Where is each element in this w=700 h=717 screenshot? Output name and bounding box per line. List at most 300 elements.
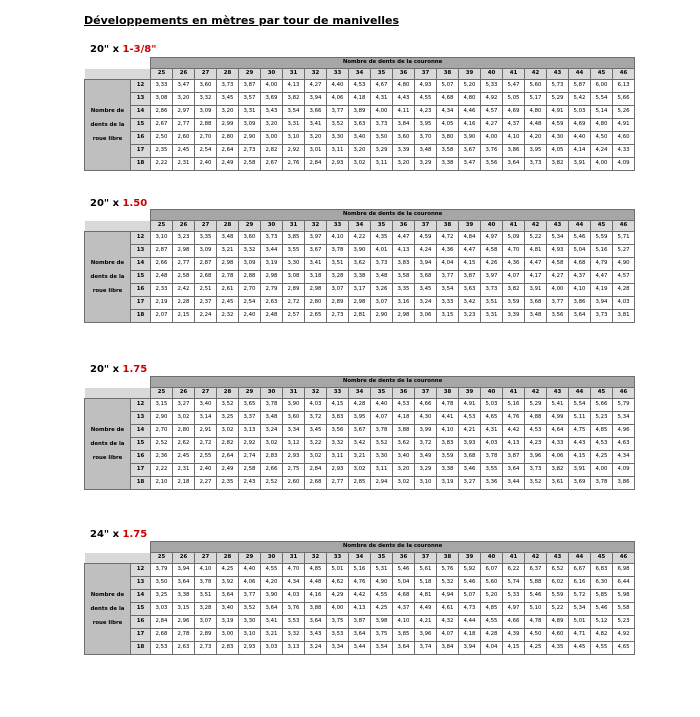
development-value: 3,20 xyxy=(173,93,195,106)
free-wheel-teeth: 17 xyxy=(131,297,151,310)
free-wheel-label xyxy=(85,232,131,323)
development-value: 4,05 xyxy=(547,145,569,158)
development-value: 3,13 xyxy=(239,425,261,438)
development-value: 2,97 xyxy=(173,106,195,119)
development-value: 2,76 xyxy=(283,158,305,171)
development-value: 6,07 xyxy=(481,564,503,577)
development-value: 2,74 xyxy=(239,451,261,464)
development-value: 4,27 xyxy=(547,271,569,284)
development-value: 5,07 xyxy=(459,590,481,603)
section-title-width: 1.50 xyxy=(122,198,148,209)
crown-header-row xyxy=(85,377,635,388)
development-value: 4,03 xyxy=(481,438,503,451)
crown-teeth-count: 29 xyxy=(239,221,261,232)
development-value: 3,48 xyxy=(371,271,393,284)
free-wheel-teeth: 12 xyxy=(131,232,151,245)
development-value: 5,66 xyxy=(591,399,613,412)
development-value: 2,78 xyxy=(217,271,239,284)
development-value: 2,93 xyxy=(283,451,305,464)
development-value: 2,63 xyxy=(173,642,195,655)
development-value: 4,45 xyxy=(569,642,591,655)
development-value: 3,30 xyxy=(371,451,393,464)
development-value: 4,13 xyxy=(283,80,305,93)
development-value: 3,88 xyxy=(305,603,327,616)
development-value: 4,18 xyxy=(459,629,481,642)
development-value: 3,41 xyxy=(305,119,327,132)
crown-teeth-count: 35 xyxy=(371,221,393,232)
free-wheel-label xyxy=(85,564,131,655)
development-value: 3,07 xyxy=(371,297,393,310)
development-value: 2,70 xyxy=(195,132,217,145)
development-value: 2,55 xyxy=(195,451,217,464)
development-value: 3,02 xyxy=(349,464,371,477)
development-value: 4,26 xyxy=(481,258,503,271)
development-value: 3,09 xyxy=(239,119,261,132)
development-value: 4,62 xyxy=(327,577,349,590)
development-value: 3,44 xyxy=(261,245,283,258)
development-value: 3,79 xyxy=(151,564,173,577)
free-wheel-teeth: 13 xyxy=(131,245,151,258)
free-wheel-teeth: 16 xyxy=(131,284,151,297)
table-row xyxy=(85,629,635,642)
development-value: 2,87 xyxy=(195,258,217,271)
development-value: 3,11 xyxy=(371,464,393,477)
development-value: 2,19 xyxy=(151,297,173,310)
crown-teeth-header: Nombre de dents de la couronne xyxy=(151,377,635,388)
development-value: 5,16 xyxy=(503,399,525,412)
development-value: 3,83 xyxy=(393,258,415,271)
crown-header-row xyxy=(85,210,635,221)
free-wheel-teeth: 14 xyxy=(131,425,151,438)
development-value: 4,04 xyxy=(437,258,459,271)
section-title-width: 1.75 xyxy=(122,364,148,375)
development-value: 3,85 xyxy=(283,232,305,245)
development-value: 4,10 xyxy=(327,232,349,245)
development-value: 4,69 xyxy=(503,106,525,119)
development-value: 5,04 xyxy=(569,245,591,258)
development-value: 2,32 xyxy=(217,310,239,323)
development-value: 4,32 xyxy=(437,616,459,629)
development-value: 5,29 xyxy=(547,93,569,106)
crown-teeth-count: 35 xyxy=(371,69,393,80)
development-value: 2,31 xyxy=(173,464,195,477)
development-value: 2,98 xyxy=(261,271,283,284)
development-value: 4,19 xyxy=(591,284,613,297)
development-value: 5,66 xyxy=(613,93,635,106)
development-value: 2,10 xyxy=(151,477,173,490)
development-value: 4,04 xyxy=(481,642,503,655)
table-row xyxy=(85,93,635,106)
development-value: 3,58 xyxy=(437,145,459,158)
development-value: 3,42 xyxy=(349,438,371,451)
development-value: 3,32 xyxy=(239,245,261,258)
development-value: 2,48 xyxy=(261,310,283,323)
development-value: 4,76 xyxy=(349,577,371,590)
development-value: 2,73 xyxy=(195,642,217,655)
development-value: 2,64 xyxy=(217,451,239,464)
development-value: 3,89 xyxy=(349,106,371,119)
development-value: 3,82 xyxy=(547,464,569,477)
free-wheel-label-line: Nombre de xyxy=(90,426,125,433)
development-value: 4,20 xyxy=(525,132,547,145)
development-value: 4,35 xyxy=(547,642,569,655)
crown-teeth-count: 32 xyxy=(305,553,327,564)
development-value: 6,16 xyxy=(569,577,591,590)
development-value: 5,01 xyxy=(327,564,349,577)
crown-teeth-count: 25 xyxy=(151,388,173,399)
crown-teeth-count: 27 xyxy=(195,69,217,80)
development-value: 3,51 xyxy=(481,297,503,310)
development-value: 3,68 xyxy=(525,297,547,310)
development-value: 3,83 xyxy=(437,438,459,451)
development-value: 6,52 xyxy=(547,564,569,577)
crown-teeth-count: 26 xyxy=(173,221,195,232)
development-value: 5,03 xyxy=(569,106,591,119)
development-value: 2,07 xyxy=(151,310,173,323)
development-value: 6,44 xyxy=(613,577,635,590)
development-value: 6,30 xyxy=(591,577,613,590)
crown-teeth-count: 33 xyxy=(327,221,349,232)
development-value: 4,00 xyxy=(327,603,349,616)
development-value: 4,27 xyxy=(481,119,503,132)
crown-teeth-header: Nombre de dents de la couronne xyxy=(151,58,635,69)
development-value: 3,27 xyxy=(173,399,195,412)
development-value: 3,90 xyxy=(349,245,371,258)
development-value: 4,40 xyxy=(569,132,591,145)
development-value: 4,37 xyxy=(569,271,591,284)
development-value: 4,55 xyxy=(481,616,503,629)
development-value: 3,84 xyxy=(437,642,459,655)
crown-teeth-count: 43 xyxy=(547,388,569,399)
development-value: 4,94 xyxy=(437,590,459,603)
development-value: 3,76 xyxy=(283,603,305,616)
development-value: 3,73 xyxy=(371,258,393,271)
development-value: 5,34 xyxy=(547,232,569,245)
development-value: 3,49 xyxy=(415,451,437,464)
development-value: 2,86 xyxy=(151,106,173,119)
development-value: 4,03 xyxy=(283,590,305,603)
development-value: 4,33 xyxy=(613,145,635,158)
development-value: 4,28 xyxy=(481,629,503,642)
free-wheel-teeth: 14 xyxy=(131,590,151,603)
crown-teeth-count: 29 xyxy=(239,69,261,80)
development-value: 5,46 xyxy=(569,232,591,245)
development-value: 5,31 xyxy=(371,564,393,577)
crown-teeth-count: 32 xyxy=(305,388,327,399)
development-value: 2,98 xyxy=(349,297,371,310)
table-row xyxy=(85,603,635,616)
crown-teeth-count: 38 xyxy=(437,388,459,399)
development-value: 3,20 xyxy=(217,106,239,119)
development-value: 2,49 xyxy=(217,464,239,477)
development-value: 4,36 xyxy=(437,245,459,258)
crown-teeth-count: 38 xyxy=(437,553,459,564)
development-value: 3,66 xyxy=(305,106,327,119)
crown-teeth-count: 36 xyxy=(393,221,415,232)
development-value: 4,69 xyxy=(569,119,591,132)
free-wheel-teeth: 18 xyxy=(131,310,151,323)
crown-teeth-count: 32 xyxy=(305,221,327,232)
crown-teeth-count: 31 xyxy=(283,69,305,80)
development-value: 3,90 xyxy=(283,399,305,412)
development-value: 3,29 xyxy=(415,158,437,171)
development-value: 4,10 xyxy=(195,564,217,577)
development-value: 3,12 xyxy=(283,438,305,451)
development-value: 3,59 xyxy=(503,297,525,310)
free-wheel-teeth: 16 xyxy=(131,451,151,464)
free-wheel-label-line: roue libre xyxy=(92,288,123,295)
development-value: 5,20 xyxy=(459,80,481,93)
development-value: 2,40 xyxy=(195,464,217,477)
development-value: 3,24 xyxy=(415,297,437,310)
development-value: 4,53 xyxy=(393,399,415,412)
table-row xyxy=(85,412,635,425)
development-value: 3,58 xyxy=(393,271,415,284)
development-value: 4,80 xyxy=(591,119,613,132)
crown-header-row xyxy=(85,58,635,69)
development-value: 2,22 xyxy=(151,158,173,171)
development-value: 3,19 xyxy=(437,477,459,490)
development-value: 3,32 xyxy=(195,93,217,106)
development-value: 3,30 xyxy=(239,616,261,629)
development-value: 2,75 xyxy=(283,464,305,477)
free-wheel-teeth: 14 xyxy=(131,106,151,119)
development-value: 6,83 xyxy=(591,564,613,577)
development-value: 4,57 xyxy=(613,271,635,284)
development-value: 3,50 xyxy=(151,577,173,590)
development-value: 4,49 xyxy=(415,603,437,616)
development-value: 2,83 xyxy=(261,451,283,464)
development-value: 4,20 xyxy=(261,577,283,590)
development-value: 3,67 xyxy=(305,245,327,258)
development-value: 3,86 xyxy=(569,297,591,310)
development-value: 3,07 xyxy=(195,616,217,629)
crown-teeth-count: 46 xyxy=(613,553,635,564)
crown-teeth-count: 36 xyxy=(393,388,415,399)
development-value: 2,89 xyxy=(283,284,305,297)
development-value: 3,40 xyxy=(393,451,415,464)
development-value: 3,38 xyxy=(349,271,371,284)
development-value: 5,72 xyxy=(569,590,591,603)
development-value: 2,87 xyxy=(151,245,173,258)
development-value: 2,89 xyxy=(327,297,349,310)
development-value: 3,23 xyxy=(173,232,195,245)
development-table xyxy=(84,209,635,323)
development-value: 5,54 xyxy=(569,399,591,412)
crown-teeth-count: 46 xyxy=(613,221,635,232)
development-value: 3,24 xyxy=(305,642,327,655)
development-value: 2,89 xyxy=(195,629,217,642)
development-value: 5,27 xyxy=(613,245,635,258)
development-value: 3,70 xyxy=(415,132,437,145)
development-value: 3,02 xyxy=(305,451,327,464)
development-value: 5,46 xyxy=(459,577,481,590)
development-value: 4,07 xyxy=(371,412,393,425)
development-value: 3,47 xyxy=(459,158,481,171)
development-value: 4,37 xyxy=(393,603,415,616)
development-value: 3,87 xyxy=(239,80,261,93)
section-title xyxy=(90,364,147,375)
development-value: 4,03 xyxy=(613,297,635,310)
development-value: 4,89 xyxy=(547,616,569,629)
development-value: 5,20 xyxy=(481,590,503,603)
crown-teeth-count: 39 xyxy=(459,388,481,399)
development-value: 4,33 xyxy=(547,438,569,451)
development-value: 5,74 xyxy=(503,577,525,590)
table-row xyxy=(85,616,635,629)
crown-teeth-count: 42 xyxy=(525,69,547,80)
development-value: 4,46 xyxy=(459,106,481,119)
crown-teeth-row xyxy=(85,221,635,232)
development-value: 4,53 xyxy=(525,425,547,438)
development-value: 3,75 xyxy=(371,629,393,642)
development-value: 3,94 xyxy=(305,93,327,106)
development-value: 3,60 xyxy=(195,80,217,93)
crown-teeth-count: 44 xyxy=(569,388,591,399)
development-value: 3,39 xyxy=(503,310,525,323)
development-value: 4,44 xyxy=(459,616,481,629)
crown-teeth-count: 26 xyxy=(173,553,195,564)
development-value: 4,99 xyxy=(547,412,569,425)
development-value: 4,21 xyxy=(459,425,481,438)
development-value: 2,66 xyxy=(261,464,283,477)
development-value: 4,55 xyxy=(371,590,393,603)
crown-teeth-count: 33 xyxy=(327,553,349,564)
development-value: 4,00 xyxy=(261,80,283,93)
development-value: 3,69 xyxy=(261,93,283,106)
table-row xyxy=(85,297,635,310)
crown-teeth-count: 39 xyxy=(459,221,481,232)
development-value: 4,72 xyxy=(437,232,459,245)
development-value: 6,13 xyxy=(613,80,635,93)
development-value: 4,28 xyxy=(613,284,635,297)
development-value: 3,64 xyxy=(305,616,327,629)
development-value: 2,52 xyxy=(261,477,283,490)
development-value: 4,91 xyxy=(459,399,481,412)
free-wheel-label-line: Nombre de xyxy=(90,591,125,598)
development-value: 5,42 xyxy=(569,93,591,106)
development-value: 4,55 xyxy=(261,564,283,577)
development-value: 3,63 xyxy=(459,284,481,297)
development-value: 3,95 xyxy=(415,119,437,132)
development-value: 2,84 xyxy=(305,464,327,477)
development-value: 5,59 xyxy=(547,590,569,603)
development-value: 3,25 xyxy=(217,412,239,425)
free-wheel-teeth: 17 xyxy=(131,464,151,477)
development-value: 3,16 xyxy=(393,297,415,310)
development-value: 3,60 xyxy=(393,132,415,145)
development-value: 3,72 xyxy=(415,438,437,451)
development-value: 4,55 xyxy=(415,93,437,106)
free-wheel-teeth: 16 xyxy=(131,616,151,629)
development-value: 4,50 xyxy=(591,132,613,145)
crown-teeth-count: 31 xyxy=(283,221,305,232)
development-value: 2,67 xyxy=(151,119,173,132)
development-value: 3,48 xyxy=(217,232,239,245)
development-value: 2,31 xyxy=(173,158,195,171)
development-value: 4,81 xyxy=(525,245,547,258)
development-value: 3,32 xyxy=(327,438,349,451)
development-value: 5,76 xyxy=(437,564,459,577)
development-value: 4,10 xyxy=(569,284,591,297)
development-value: 4,66 xyxy=(415,399,437,412)
development-value: 5,22 xyxy=(525,232,547,245)
crown-teeth-count: 37 xyxy=(415,69,437,80)
crown-teeth-count: 29 xyxy=(239,553,261,564)
development-value: 4,93 xyxy=(547,245,569,258)
development-value: 3,97 xyxy=(305,232,327,245)
development-value: 4,29 xyxy=(327,590,349,603)
development-value: 3,11 xyxy=(327,145,349,158)
development-value: 3,38 xyxy=(437,464,459,477)
crown-teeth-count: 44 xyxy=(569,69,591,80)
development-value: 2,80 xyxy=(305,297,327,310)
development-value: 3,94 xyxy=(173,564,195,577)
crown-teeth-count: 30 xyxy=(261,221,283,232)
development-value: 2,54 xyxy=(239,297,261,310)
table-row xyxy=(85,258,635,271)
development-value: 3,51 xyxy=(195,590,217,603)
free-wheel-label-line: dents de la xyxy=(90,440,125,447)
crown-teeth-count: 45 xyxy=(591,69,613,80)
development-value: 4,23 xyxy=(525,438,547,451)
development-value: 4,27 xyxy=(305,80,327,93)
crown-teeth-count: 45 xyxy=(591,221,613,232)
development-value: 3,45 xyxy=(305,425,327,438)
development-value: 4,40 xyxy=(327,80,349,93)
development-value: 3,75 xyxy=(327,616,349,629)
development-value: 3,64 xyxy=(569,310,591,323)
development-table xyxy=(84,541,635,655)
development-value: 3,34 xyxy=(283,425,305,438)
development-value: 2,62 xyxy=(173,438,195,451)
section-title-size: 20" x xyxy=(90,44,123,55)
development-value: 4,42 xyxy=(503,425,525,438)
crown-teeth-count: 30 xyxy=(261,553,283,564)
development-value: 4,06 xyxy=(239,577,261,590)
development-value: 5,34 xyxy=(569,603,591,616)
development-value: 4,90 xyxy=(371,577,393,590)
development-value: 4,21 xyxy=(415,616,437,629)
crown-teeth-row xyxy=(85,388,635,399)
development-value: 3,64 xyxy=(261,603,283,616)
development-value: 4,84 xyxy=(459,232,481,245)
free-wheel-teeth: 15 xyxy=(131,271,151,284)
development-value: 2,18 xyxy=(173,477,195,490)
development-value: 3,87 xyxy=(503,451,525,464)
development-value: 4,58 xyxy=(547,258,569,271)
free-wheel-teeth: 14 xyxy=(131,258,151,271)
free-wheel-label-line: roue libre xyxy=(92,455,123,462)
development-value: 3,33 xyxy=(437,297,459,310)
crown-teeth-row xyxy=(85,69,635,80)
development-value: 3,93 xyxy=(459,438,481,451)
development-value: 3,51 xyxy=(327,258,349,271)
development-value: 4,34 xyxy=(437,106,459,119)
development-value: 4,71 xyxy=(569,629,591,642)
development-value: 5,16 xyxy=(349,564,371,577)
development-value: 3,56 xyxy=(481,158,503,171)
crown-teeth-count: 43 xyxy=(547,221,569,232)
table-row xyxy=(85,577,635,590)
development-value: 4,00 xyxy=(591,464,613,477)
crown-teeth-count: 35 xyxy=(371,553,393,564)
development-value: 3,03 xyxy=(261,642,283,655)
development-value: 4,47 xyxy=(591,271,613,284)
development-value: 4,14 xyxy=(569,145,591,158)
crown-teeth-count: 35 xyxy=(371,388,393,399)
crown-teeth-count: 38 xyxy=(437,69,459,80)
